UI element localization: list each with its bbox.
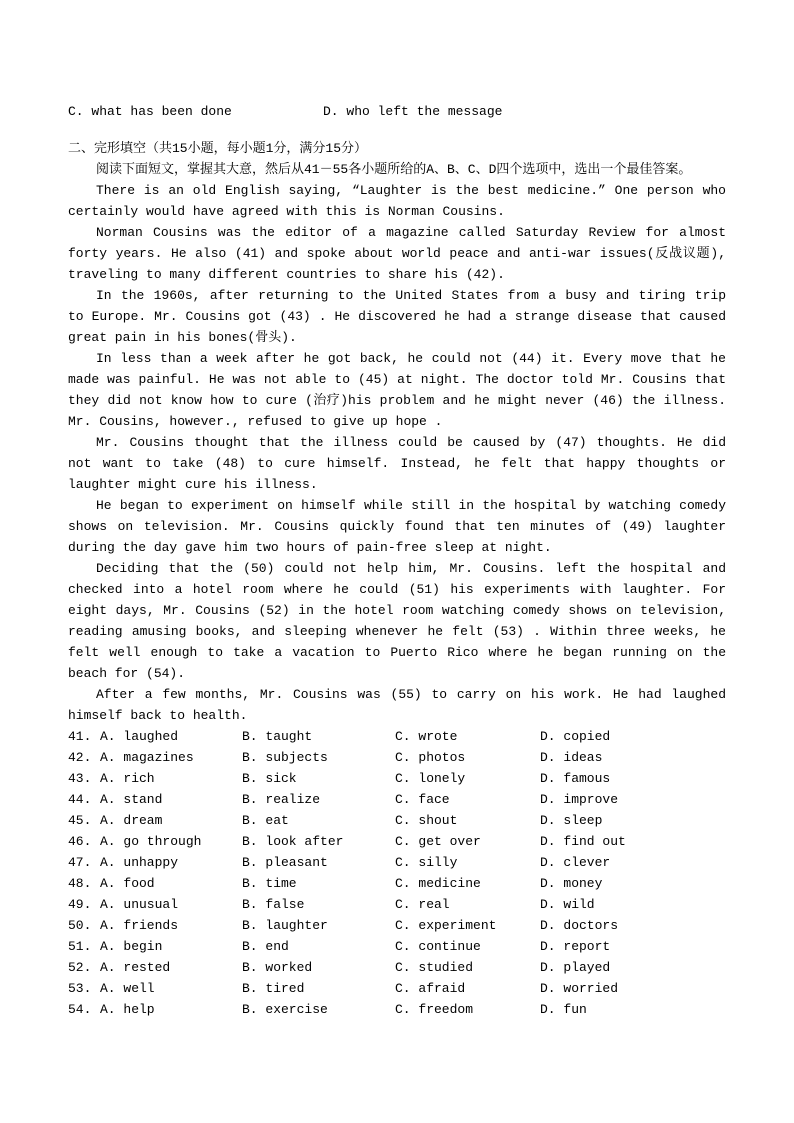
question-option-d: D. find out [540,834,626,849]
question-option-c: C. face [395,792,450,807]
question-option-c: C. photos [395,750,466,765]
question-option-d: D. fun [540,1002,587,1017]
question-option-b: B. eat [242,813,289,828]
question-option-d: D. sleep [540,813,603,828]
question-option-d: D. worried [540,981,619,996]
question-row [68,747,726,768]
question-option-a: A. help [100,1002,155,1017]
question-row [68,789,726,810]
question-option-c: C. studied [395,960,474,975]
question-row [68,978,726,999]
question-option-b: B. worked [242,960,313,975]
question-option-a: A. unusual [100,897,179,912]
question-number: 43. [68,771,92,786]
passage-paragraph: In less than a week after he got back, he could not (44) it. Every move that he made was painful. He was not able to (45) at night. The doctor told Mr. Cousins that they did not know how to cure (治疗)his problem and he might never (46) the illness. Mr. Cousins, however., refused to give up hope . [68,351,726,429]
question-number: 42. [68,750,92,765]
previous-question-options-line [68,101,726,122]
question-option-b: B. realize [242,792,321,807]
question-option-c: C. continue [395,939,481,954]
question-option-a: A. well [100,981,155,996]
question-number: 53. [68,981,92,996]
question-option-d: D. famous [540,771,611,786]
question-row [68,726,726,747]
question-option-a: A. friends [100,918,179,933]
question-row [68,894,726,915]
question-option-c: C. freedom [395,1002,474,1017]
question-number: 41. [68,729,92,744]
question-row [68,831,726,852]
question-option-d: D. ideas [540,750,603,765]
question-option-d: D. improve [540,792,619,807]
prev-option-d: D. who left the message [323,104,503,119]
question-row [68,810,726,831]
question-option-d: D. played [540,960,611,975]
question-number: 50. [68,918,92,933]
question-number: 48. [68,876,92,891]
question-option-a: A. magazines [100,750,194,765]
passage-paragraph: He began to experiment on himself while still in the hospital by watching comedy shows on television. Mr. Cousins quickly found that ten minutes of (49) laughter during the day gave him two hours of pain-free sleep at night. [68,498,726,555]
answer-options-table [68,726,726,1020]
cloze-passage [68,180,726,726]
question-option-a: A. food [100,876,155,891]
question-option-a: A. rich [100,771,155,786]
passage-paragraph: There is an old English saying, “Laughter is the best medicine.” One person who certainly would have agreed with this is Norman Cousins. [68,183,726,219]
question-option-d: D. report [540,939,611,954]
question-option-b: B. taught [242,729,313,744]
question-option-c: C. experiment [395,918,497,933]
question-option-d: D. clever [540,855,611,870]
question-option-c: C. lonely [395,771,466,786]
question-option-a: A. go through [100,834,202,849]
question-number: 46. [68,834,92,849]
question-number: 45. [68,813,92,828]
passage-paragraph: Deciding that the (50) could not help him, Mr. Cousins. left the hospital and checked into a hotel room where he could (51) his experiments with laughter. For eight days, Mr. Cousins (52) in the hotel room watching comedy shows on television, reading amusing books, and sleeping whenever he felt (53) . Within three weeks, he felt well enough to take a vacation to Puerto Rico where he began running on the beach for (54). [68,561,726,681]
question-number: 44. [68,792,92,807]
passage-paragraph: Norman Cousins was the editor of a magazine called Saturday Review for almost forty years. He also (41) and spoke about world peace and anti-war issues(反战议题), traveling to many different countries to share his (42). [68,225,726,282]
question-row [68,957,726,978]
question-option-d: D. money [540,876,603,891]
question-option-b: B. subjects [242,750,328,765]
question-option-b: B. tired [242,981,305,996]
question-option-c: C. afraid [395,981,466,996]
question-row [68,852,726,873]
question-option-c: C. real [395,897,450,912]
question-option-a: A. stand [100,792,163,807]
question-row [68,915,726,936]
question-row [68,873,726,894]
question-option-a: A. unhappy [100,855,179,870]
question-option-b: B. time [242,876,297,891]
question-number: 47. [68,855,92,870]
question-option-b: B. sick [242,771,297,786]
question-option-c: C. get over [395,834,481,849]
question-row [68,936,726,957]
question-option-c: C. wrote [395,729,458,744]
question-option-a: A. begin [100,939,163,954]
question-row [68,999,726,1020]
passage-paragraph: Mr. Cousins thought that the illness could be caused by (47) thoughts. He did not want to take (48) to cure himself. Instead, he felt that happy thoughts or laughter might cure his illness. [68,435,726,492]
passage-paragraph: In the 1960s, after returning to the United States from a busy and tiring trip to Europe. Mr. Cousins got (43) . He discovered he had a strange disease that caused great pain in his bones(骨头). [68,288,726,345]
passage-paragraph: After a few months, Mr. Cousins was (55) to carry on his work. He had laughed himself back to health. [68,687,726,723]
question-number: 52. [68,960,92,975]
question-number: 51. [68,939,92,954]
question-option-c: C. medicine [395,876,481,891]
section-heading: 二、完形填空（共15小题，每小题1分，满分15分） [68,141,368,156]
question-option-a: A. dream [100,813,163,828]
section-gap [68,122,726,138]
question-option-a: A. rested [100,960,171,975]
question-option-d: D. copied [540,729,611,744]
question-number: 49. [68,897,92,912]
section-instruction: 阅读下面短文，掌握其大意，然后从41－55各小题所给的A、B、C、D四个选项中，选出一个最佳答案。 [96,162,692,177]
question-option-b: B. look after [242,834,344,849]
question-option-d: D. doctors [540,918,619,933]
question-option-c: C. silly [395,855,458,870]
question-option-b: B. exercise [242,1002,328,1017]
prev-option-c: C. what has been done [68,104,232,119]
question-row [68,768,726,789]
question-option-d: D. wild [540,897,595,912]
question-option-b: B. pleasant [242,855,328,870]
question-option-a: A. laughed [100,729,179,744]
question-option-b: B. false [242,897,305,912]
question-number: 54. [68,1002,92,1017]
question-option-b: B. end [242,939,289,954]
question-option-b: B. laughter [242,918,328,933]
question-option-c: C. shout [395,813,458,828]
